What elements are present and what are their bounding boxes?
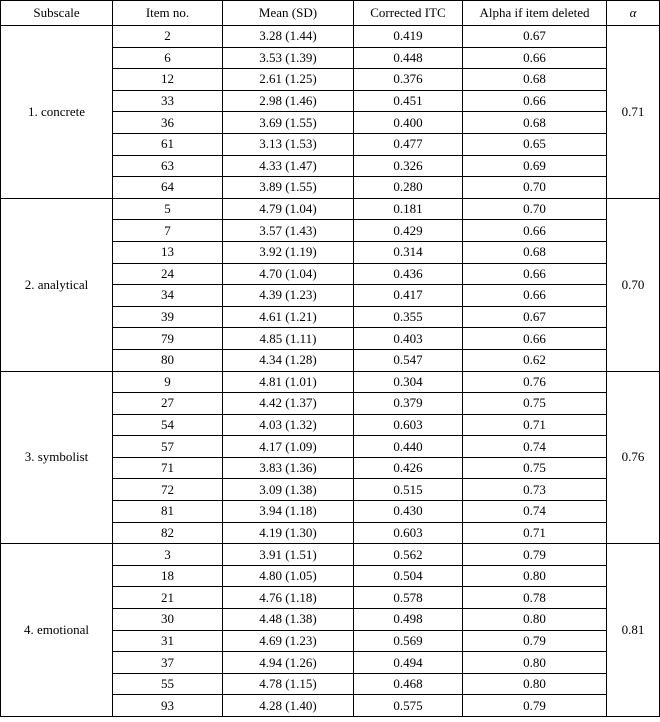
subscale-name: 2. analytical (1, 198, 113, 371)
item-no-cell: 31 (113, 630, 223, 652)
mean-sd-cell: 4.94 (1.26) (223, 652, 354, 674)
alpha-if-deleted-cell: 0.66 (463, 90, 607, 112)
subscale-alpha: 0.76 (607, 371, 660, 544)
mean-sd-cell: 4.33 (1.47) (223, 155, 354, 177)
header-alpha: α (607, 1, 660, 26)
table-header (1, 1, 660, 26)
corrected-itc-cell: 0.314 (354, 241, 463, 263)
alpha-if-deleted-cell: 0.80 (463, 609, 607, 631)
corrected-itc-cell: 0.376 (354, 69, 463, 91)
item-no-cell: 36 (113, 112, 223, 134)
item-no-cell: 24 (113, 263, 223, 285)
corrected-itc-cell: 0.494 (354, 652, 463, 674)
alpha-if-deleted-cell: 0.71 (463, 414, 607, 436)
mean-sd-cell: 3.28 (1.44) (223, 26, 354, 48)
corrected-itc-cell: 0.429 (354, 220, 463, 242)
item-no-cell: 39 (113, 306, 223, 328)
alpha-if-deleted-cell: 0.76 (463, 371, 607, 393)
alpha-if-deleted-cell: 0.80 (463, 652, 607, 674)
item-no-cell: 13 (113, 241, 223, 263)
corrected-itc-cell: 0.562 (354, 544, 463, 566)
mean-sd-cell: 4.42 (1.37) (223, 393, 354, 415)
alpha-if-deleted-cell: 0.66 (463, 263, 607, 285)
corrected-itc-cell: 0.400 (354, 112, 463, 134)
corrected-itc-cell: 0.603 (354, 414, 463, 436)
corrected-itc-cell: 0.504 (354, 565, 463, 587)
subscale-name: 1. concrete (1, 26, 113, 199)
alpha-if-deleted-cell: 0.80 (463, 673, 607, 695)
item-no-cell: 80 (113, 349, 223, 371)
alpha-if-deleted-cell: 0.79 (463, 695, 607, 717)
alpha-if-deleted-cell: 0.66 (463, 285, 607, 307)
item-no-cell: 79 (113, 328, 223, 350)
mean-sd-cell: 3.94 (1.18) (223, 501, 354, 523)
item-no-cell: 64 (113, 177, 223, 199)
item-no-cell: 2 (113, 26, 223, 48)
header-subscale: Subscale (1, 1, 113, 26)
alpha-if-deleted-cell: 0.70 (463, 177, 607, 199)
alpha-if-deleted-cell: 0.75 (463, 393, 607, 415)
table-row (1, 544, 660, 566)
table-body (1, 26, 660, 717)
mean-sd-cell: 3.09 (1.38) (223, 479, 354, 501)
mean-sd-cell: 4.19 (1.30) (223, 522, 354, 544)
corrected-itc-cell: 0.430 (354, 501, 463, 523)
header-row (1, 1, 660, 26)
mean-sd-cell: 3.92 (1.19) (223, 241, 354, 263)
subscale-alpha: 0.70 (607, 198, 660, 371)
item-no-cell: 71 (113, 457, 223, 479)
mean-sd-cell: 4.79 (1.04) (223, 198, 354, 220)
corrected-itc-cell: 0.417 (354, 285, 463, 307)
alpha-if-deleted-cell: 0.79 (463, 630, 607, 652)
alpha-if-deleted-cell: 0.66 (463, 220, 607, 242)
subscale-name: 3. symbolist (1, 371, 113, 544)
corrected-itc-cell: 0.280 (354, 177, 463, 199)
mean-sd-cell: 3.13 (1.53) (223, 133, 354, 155)
item-no-cell: 82 (113, 522, 223, 544)
header-item-no: Item no. (113, 1, 223, 26)
corrected-itc-cell: 0.403 (354, 328, 463, 350)
item-no-cell: 21 (113, 587, 223, 609)
item-no-cell: 72 (113, 479, 223, 501)
alpha-if-deleted-cell: 0.66 (463, 47, 607, 69)
corrected-itc-cell: 0.304 (354, 371, 463, 393)
item-no-cell: 12 (113, 69, 223, 91)
header-mean-sd: Mean (SD) (223, 1, 354, 26)
corrected-itc-cell: 0.448 (354, 47, 463, 69)
item-no-cell: 27 (113, 393, 223, 415)
item-no-cell: 93 (113, 695, 223, 717)
item-no-cell: 3 (113, 544, 223, 566)
corrected-itc-cell: 0.436 (354, 263, 463, 285)
item-no-cell: 61 (113, 133, 223, 155)
alpha-if-deleted-cell: 0.79 (463, 544, 607, 566)
alpha-if-deleted-cell: 0.75 (463, 457, 607, 479)
item-no-cell: 7 (113, 220, 223, 242)
item-no-cell: 18 (113, 565, 223, 587)
mean-sd-cell: 4.39 (1.23) (223, 285, 354, 307)
mean-sd-cell: 4.61 (1.21) (223, 306, 354, 328)
alpha-if-deleted-cell: 0.73 (463, 479, 607, 501)
alpha-if-deleted-cell: 0.78 (463, 587, 607, 609)
alpha-if-deleted-cell: 0.71 (463, 522, 607, 544)
mean-sd-cell: 3.83 (1.36) (223, 457, 354, 479)
alpha-if-deleted-cell: 0.68 (463, 69, 607, 91)
alpha-if-deleted-cell: 0.67 (463, 306, 607, 328)
mean-sd-cell: 3.89 (1.55) (223, 177, 354, 199)
mean-sd-cell: 4.81 (1.01) (223, 371, 354, 393)
corrected-itc-cell: 0.603 (354, 522, 463, 544)
corrected-itc-cell: 0.419 (354, 26, 463, 48)
mean-sd-cell: 3.69 (1.55) (223, 112, 354, 134)
table-row (1, 26, 660, 48)
corrected-itc-cell: 0.547 (354, 349, 463, 371)
alpha-if-deleted-cell: 0.67 (463, 26, 607, 48)
alpha-if-deleted-cell: 0.74 (463, 501, 607, 523)
mean-sd-cell: 4.78 (1.15) (223, 673, 354, 695)
subscale-alpha: 0.81 (607, 544, 660, 717)
item-no-cell: 5 (113, 198, 223, 220)
mean-sd-cell: 4.17 (1.09) (223, 436, 354, 458)
alpha-if-deleted-cell: 0.80 (463, 565, 607, 587)
subscale-alpha: 0.71 (607, 26, 660, 199)
corrected-itc-cell: 0.477 (354, 133, 463, 155)
alpha-if-deleted-cell: 0.74 (463, 436, 607, 458)
corrected-itc-cell: 0.575 (354, 695, 463, 717)
mean-sd-cell: 3.91 (1.51) (223, 544, 354, 566)
item-no-cell: 6 (113, 47, 223, 69)
alpha-if-deleted-cell: 0.65 (463, 133, 607, 155)
item-no-cell: 81 (113, 501, 223, 523)
corrected-itc-cell: 0.451 (354, 90, 463, 112)
item-no-cell: 54 (113, 414, 223, 436)
mean-sd-cell: 4.03 (1.32) (223, 414, 354, 436)
mean-sd-cell: 4.76 (1.18) (223, 587, 354, 609)
corrected-itc-cell: 0.181 (354, 198, 463, 220)
corrected-itc-cell: 0.569 (354, 630, 463, 652)
alpha-if-deleted-cell: 0.70 (463, 198, 607, 220)
alpha-if-deleted-cell: 0.68 (463, 112, 607, 134)
mean-sd-cell: 3.57 (1.43) (223, 220, 354, 242)
mean-sd-cell: 3.53 (1.39) (223, 47, 354, 69)
mean-sd-cell: 4.85 (1.11) (223, 328, 354, 350)
corrected-itc-cell: 0.498 (354, 609, 463, 631)
mean-sd-cell: 4.80 (1.05) (223, 565, 354, 587)
corrected-itc-cell: 0.515 (354, 479, 463, 501)
table-row (1, 371, 660, 393)
item-no-cell: 37 (113, 652, 223, 674)
alpha-if-deleted-cell: 0.62 (463, 349, 607, 371)
corrected-itc-cell: 0.379 (354, 393, 463, 415)
alpha-if-deleted-cell: 0.68 (463, 241, 607, 263)
mean-sd-cell: 4.70 (1.04) (223, 263, 354, 285)
item-no-cell: 9 (113, 371, 223, 393)
mean-sd-cell: 4.69 (1.23) (223, 630, 354, 652)
item-no-cell: 57 (113, 436, 223, 458)
mean-sd-cell: 4.48 (1.38) (223, 609, 354, 631)
header-corrected-itc: Corrected ITC (354, 1, 463, 26)
corrected-itc-cell: 0.355 (354, 306, 463, 328)
table-row (1, 198, 660, 220)
item-no-cell: 33 (113, 90, 223, 112)
item-no-cell: 55 (113, 673, 223, 695)
mean-sd-cell: 2.61 (1.25) (223, 69, 354, 91)
item-no-cell: 30 (113, 609, 223, 631)
corrected-itc-cell: 0.326 (354, 155, 463, 177)
alpha-if-deleted-cell: 0.69 (463, 155, 607, 177)
mean-sd-cell: 4.28 (1.40) (223, 695, 354, 717)
corrected-itc-cell: 0.578 (354, 587, 463, 609)
mean-sd-cell: 4.34 (1.28) (223, 349, 354, 371)
corrected-itc-cell: 0.426 (354, 457, 463, 479)
item-no-cell: 63 (113, 155, 223, 177)
alpha-if-deleted-cell: 0.66 (463, 328, 607, 350)
mean-sd-cell: 2.98 (1.46) (223, 90, 354, 112)
header-alpha-if-deleted: Alpha if item deleted (463, 1, 607, 26)
subscale-name: 4. emotional (1, 544, 113, 717)
item-no-cell: 34 (113, 285, 223, 307)
corrected-itc-cell: 0.440 (354, 436, 463, 458)
corrected-itc-cell: 0.468 (354, 673, 463, 695)
